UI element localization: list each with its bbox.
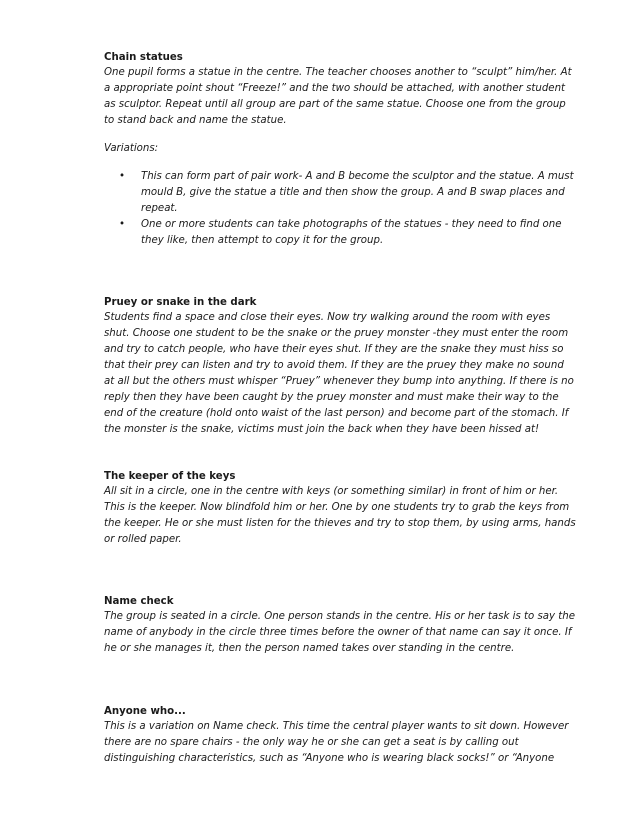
section-name-check xyxy=(104,595,576,657)
section-body: This is a variation on Name check. This time the central player wants to sit down. However there are no spare chairs - the only way he or she can get a seat is by calling out distinguishing characteristics, such as “Anyone who is wearing black socks!” or “Anyone xyxy=(104,721,569,764)
section-title: Chain statues xyxy=(104,52,183,63)
section-keeper-of-keys xyxy=(104,470,576,548)
section-title: The keeper of the keys xyxy=(104,471,236,482)
section-chain-statues xyxy=(104,51,576,249)
section-title: Anyone who... xyxy=(104,706,186,717)
section-title: Name check xyxy=(104,596,174,607)
section-pruey-or-snake xyxy=(104,296,576,438)
variations-label: Variations: xyxy=(104,143,159,154)
section-anyone-who xyxy=(104,705,576,767)
section-body: One pupil forms a statue in the centre. The teacher chooses another to “sculpt” him/her. At a appropriate point shout “Freeze!” and the two should be attached, with another student as sculptor. Repeat until all group are part of the same statue. Choose one from the group to stand back and name the statue. xyxy=(104,67,572,126)
section-body: Students find a space and close their eyes. Now try walking around the room with eyes shut. Choose one student to be the snake or the pruey monster -they must enter the room and try to catch people, who have their eyes shut. If they are the snake they must hiss so that their prey can listen and try to avoid them. If they are the pruey they make no sound at all but the others must whisper “Pruey” whenever they bump into anything. If there is no reply then they have been caught by the pruey monster and must make their way to the end of the creature (hold onto waist of the last person) and become part of the stomach. If the monster is the snake, victims must join the back when they have been hissed at! xyxy=(104,312,574,435)
list-item xyxy=(104,169,576,217)
list-item-text: One or more students can take photographs of the statues - they need to find one they like, then attempt to copy it for the group. xyxy=(141,219,562,246)
section-body: All sit in a circle, one in the centre with keys (or something similar) in front of him or her. This is the keeper. Now blindfold him or her. One by one students try to grab the keys from the keeper. He or she must listen for the thieves and try to stop them, by using arms, hands or rolled paper. xyxy=(104,486,576,545)
bullet-icon: • xyxy=(119,219,126,230)
list-item xyxy=(104,217,576,249)
variations-list xyxy=(104,169,576,249)
section-body: The group is seated in a circle. One person stands in the centre. His or her task is to say the name of anybody in the circle three times before the owner of that name can say it once. If he or she manages it, then the person named takes over standing in the centre. xyxy=(104,611,575,654)
section-title: Pruey or snake in the dark xyxy=(104,297,257,308)
list-item-text: This can form part of pair work- A and B become the sculptor and the statue. A must mould B, give the statue a title and then show the group. A and B swap places and repeat. xyxy=(141,171,574,214)
bullet-icon: • xyxy=(119,171,126,182)
